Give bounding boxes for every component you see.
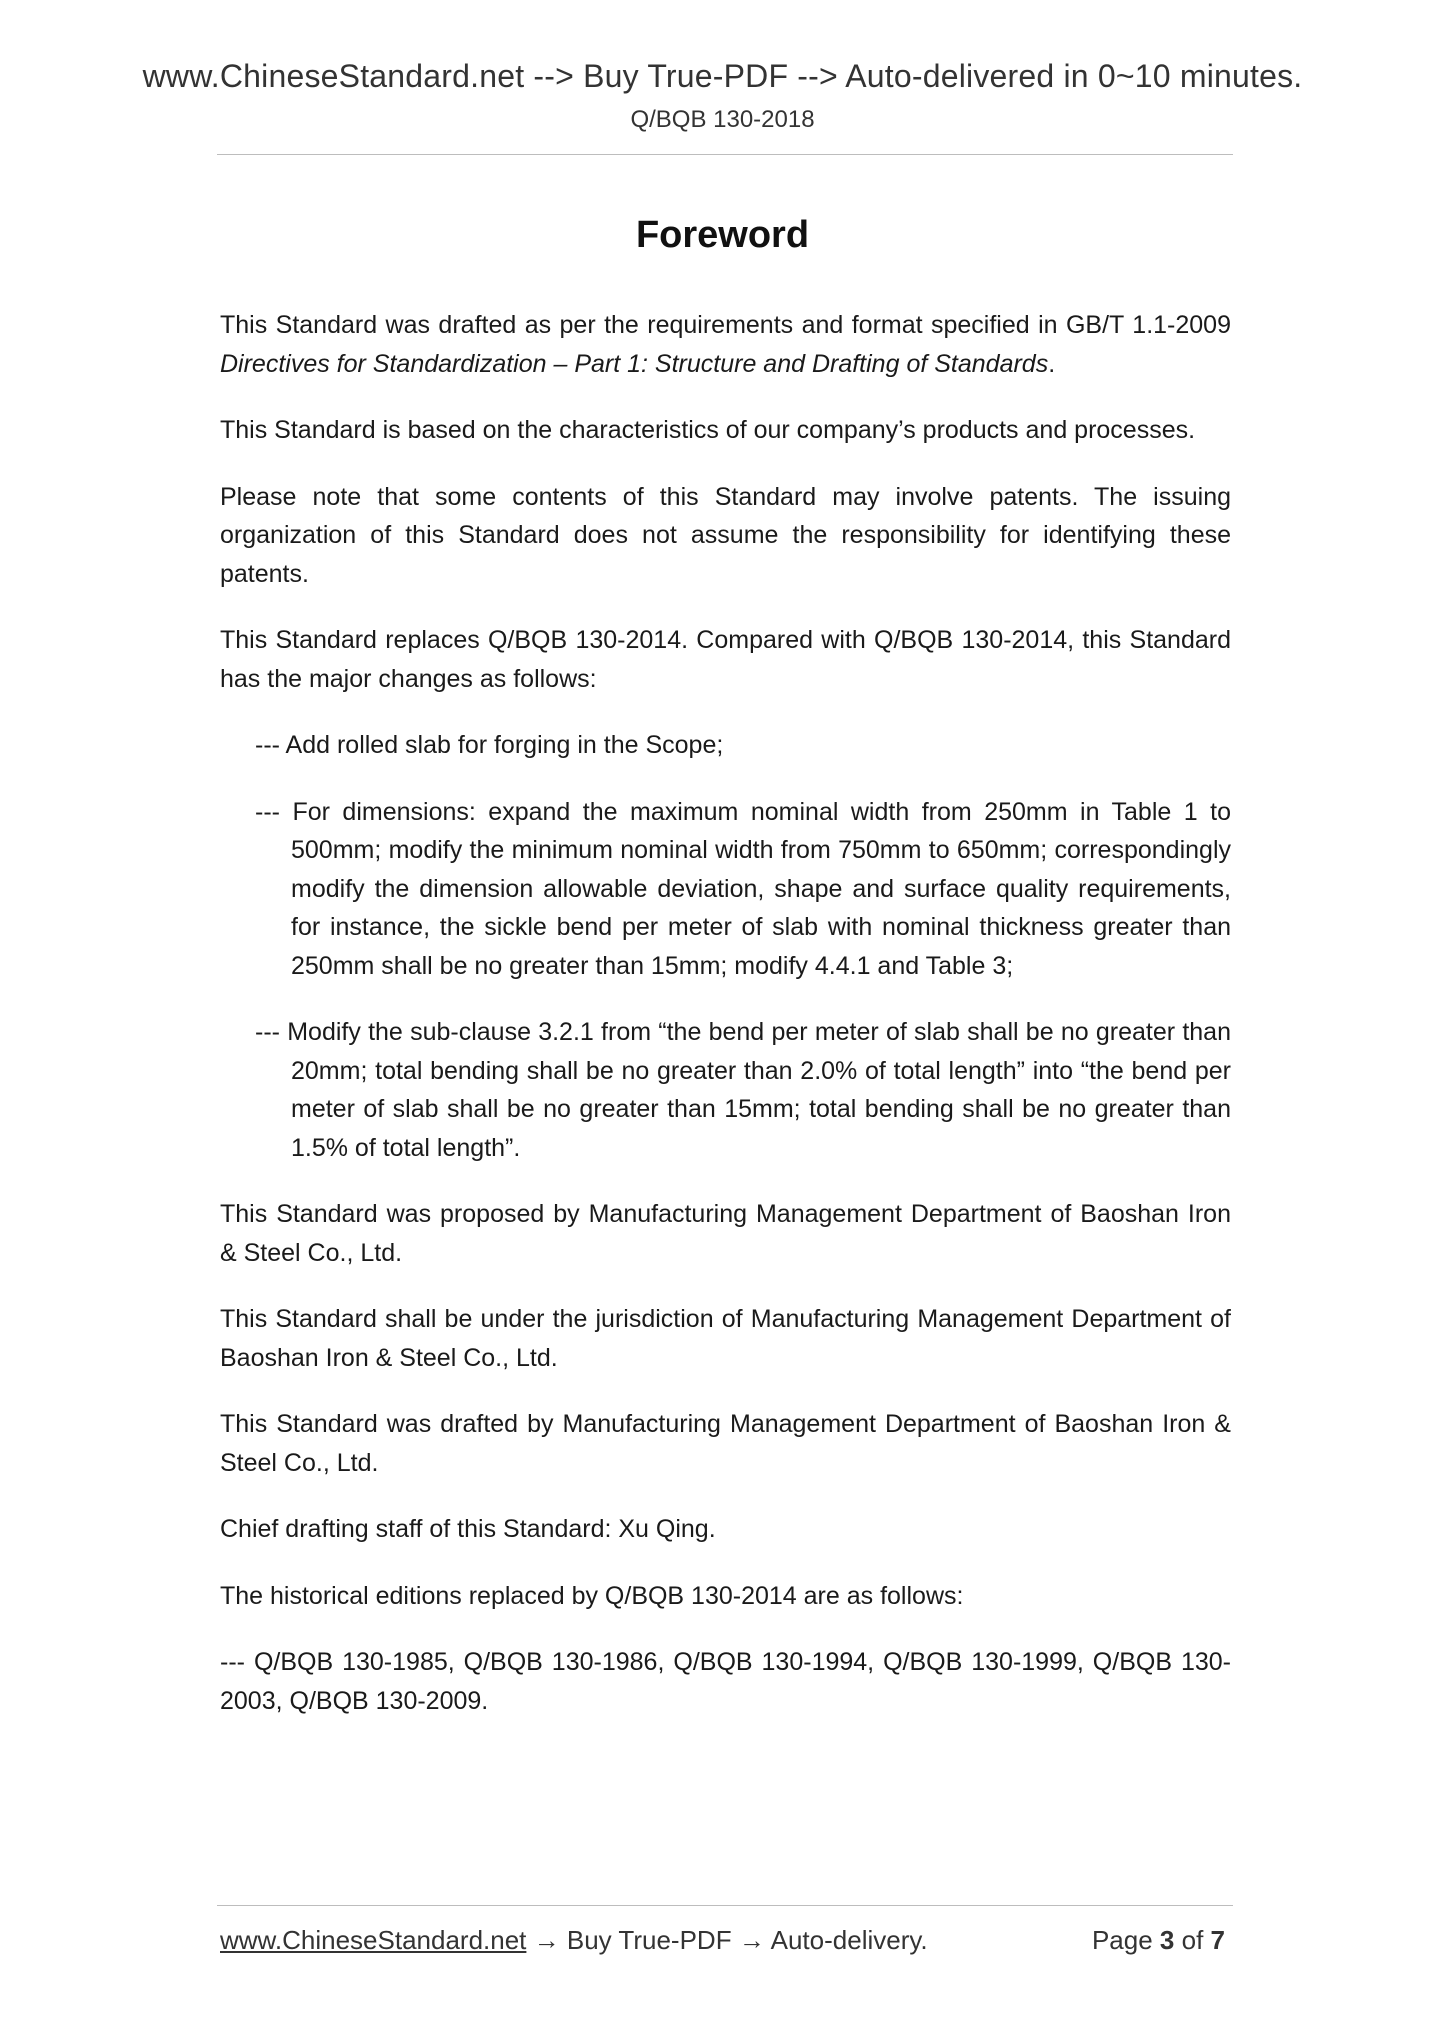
page-label: Page xyxy=(1091,1925,1153,1955)
standard-code: Q/BQB 130-2018 xyxy=(630,106,815,133)
right-arrow-icon: → xyxy=(533,1925,567,1955)
footer-divider xyxy=(217,1905,1233,1906)
paragraph-drafting-basis xyxy=(220,306,1231,383)
header-divider xyxy=(217,154,1233,155)
page-footer xyxy=(220,1925,1231,1956)
paragraph-drafting-basis-tail: . xyxy=(1048,349,1056,378)
right-arrow-icon: → xyxy=(738,1925,771,1955)
page-of-label: of xyxy=(1181,1925,1204,1955)
paragraph-patents: Please note that some contents of this Standard may involve patents. The issuing organization of this Standard does not assume the responsibility for identifying these patents. xyxy=(220,482,1231,588)
paragraph-historical-editions: The historical editions replaced by Q/BQB 130-2014 are as follows: xyxy=(220,1581,964,1610)
site-link[interactable]: www.ChineseStandard.net xyxy=(220,1925,527,1955)
directive-title: Directives for Standardization – Part 1: Structure and Drafting of Standards xyxy=(220,349,1049,378)
paragraph-replaces: This Standard replaces Q/BQB 130-2014. Compared with Q/BQB 130-2014, this Standard has the major changes as follows: xyxy=(220,626,1231,693)
foreword-body xyxy=(220,306,1231,1748)
change-item-subclause: --- Modify the sub-clause 3.2.1 from “the bend per meter of slab shall be no greater than 20mm; total bending shall be no greater than 2.0% of total length” into “the bend per meter of slab shall be no greater than 15mm; total bending shall be no greater than 1.5% of total length”. xyxy=(255,1018,1231,1162)
paragraph-drafted-by: This Standard was drafted by Manufacturing Management Department of Baoshan Iron & Steel Co., Ltd. xyxy=(220,1410,1231,1477)
header-banner: www.ChineseStandard.net --> Buy True-PDF --> Auto-delivered in 0~10 minutes. xyxy=(142,58,1303,94)
change-item-scope: --- Add rolled slab for forging in the Scope; xyxy=(255,731,724,759)
paragraph-chief-staff: Chief drafting staff of this Standard: Xu Qing. xyxy=(220,1515,716,1543)
page-indicator xyxy=(1092,1925,1225,1956)
paragraph-jurisdiction: This Standard shall be under the jurisdiction of Manufacturing Management Department of Baoshan Iron & Steel Co., Ltd. xyxy=(220,1305,1231,1372)
page-current: 3 xyxy=(1159,1925,1175,1955)
page-title: Foreword xyxy=(635,214,810,256)
auto-delivery-text: Auto-delivery. xyxy=(770,1925,928,1955)
paragraph-drafting-basis-lead: This Standard was drafted as per the requirements and format specified in GB/T 1.1-2009 xyxy=(220,311,1231,339)
historical-editions-list: --- Q/BQB 130-1985, Q/BQB 130-1986, Q/BQB 130-1994, Q/BQB 130-1999, Q/BQB 130-2003, Q/BQB 130-2009. xyxy=(220,1648,1231,1715)
paragraph-basis: This Standard is based on the characteristics of our company’s products and processes. xyxy=(220,416,1196,444)
change-item-dimensions: --- For dimensions: expand the maximum nominal width from 250mm in Table 1 to 500mm; modify the minimum nominal width from 750mm to 650mm; correspondingly modify the dimension allowable deviation, shape and surface quality requirements, for instance, the sickle bend per meter of slab with nominal thickness greater than 250mm shall be no greater than 15mm; modify 4.4.1 and Table 3; xyxy=(255,797,1231,980)
paragraph-proposed-by: This Standard was proposed by Manufacturing Management Department of Baoshan Iron & Steel Co., Ltd. xyxy=(220,1200,1231,1267)
buy-true-pdf-text: Buy True-PDF xyxy=(566,1925,732,1955)
page-total: 7 xyxy=(1210,1925,1225,1955)
